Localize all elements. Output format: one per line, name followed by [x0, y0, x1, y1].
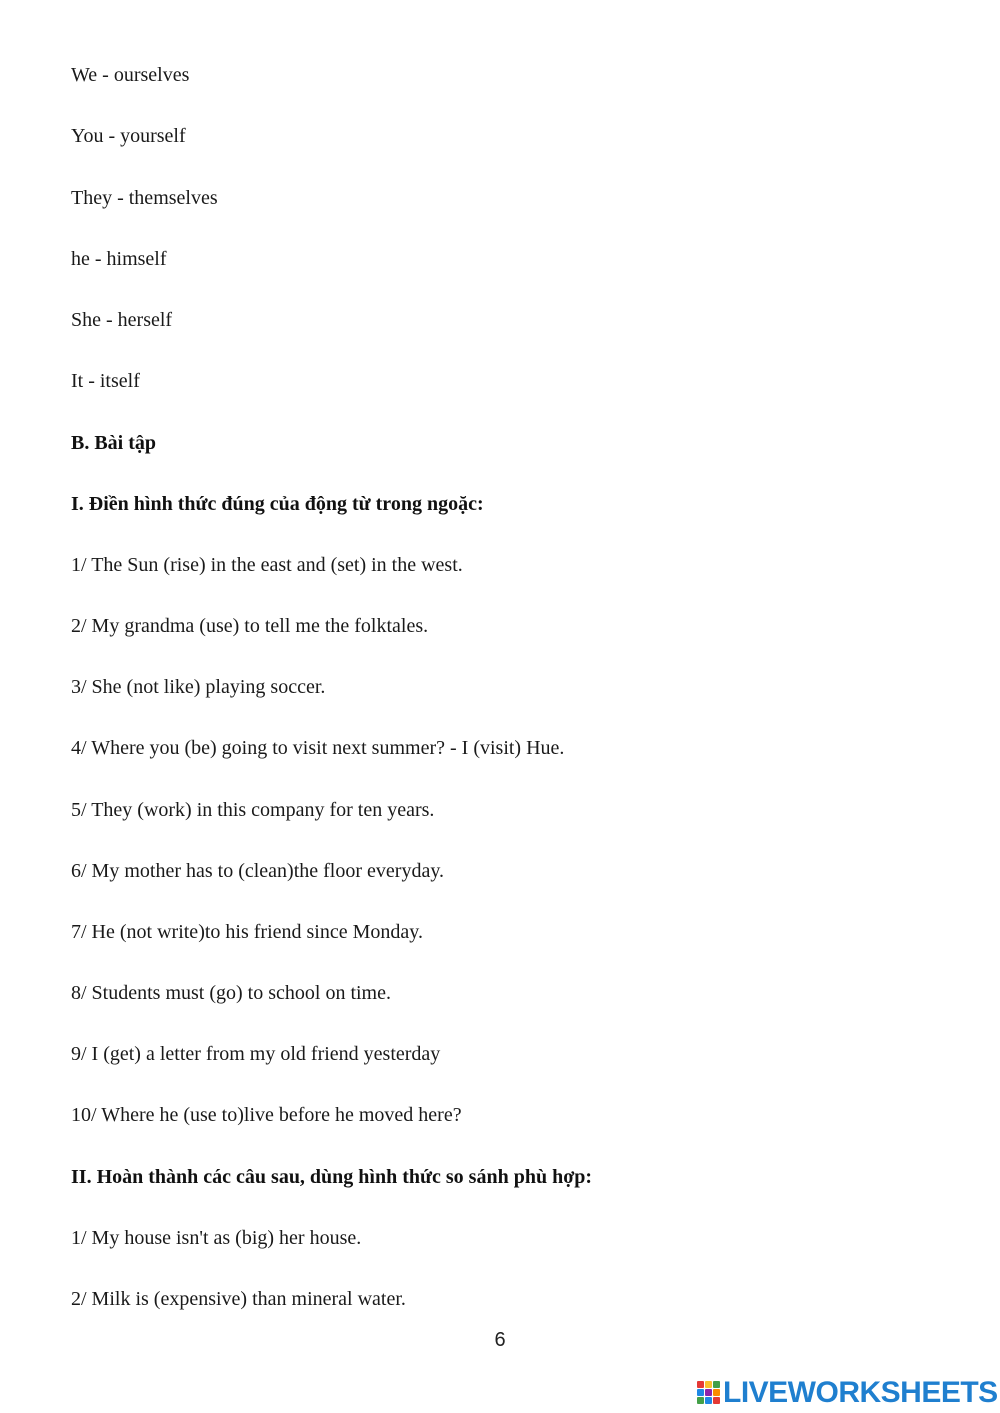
exercise-item: 10/ Where he (use to)live before he moved here? — [71, 1104, 462, 1126]
exercise-heading: I. Điền hình thức đúng của động từ trong ngoặc: — [71, 493, 484, 515]
exercise-item: 1/ The Sun (rise) in the east and (set) in the west. — [71, 554, 463, 576]
exercise-item: 7/ He (not write)to his friend since Monday. — [71, 921, 423, 943]
logo-block — [705, 1381, 712, 1388]
page-number: 6 — [494, 1329, 506, 1351]
logo-block — [705, 1397, 712, 1404]
exercise-item: 1/ My house isn't as (big) her house. — [71, 1227, 362, 1249]
exercise-item: 5/ They (work) in this company for ten years. — [71, 799, 435, 821]
logo-block — [713, 1389, 720, 1396]
pronoun-line: You - yourself — [71, 125, 186, 147]
exercise-item: 4/ Where you (be) going to visit next summer? - I (visit) Hue. — [71, 737, 565, 759]
exercise-item: 9/ I (get) a letter from my old friend yesterday — [71, 1043, 441, 1065]
exercise-item: 6/ My mother has to (clean)the floor everyday. — [71, 860, 445, 882]
liveworksheets-brand[interactable] — [697, 1376, 998, 1410]
section-heading: B. Bài tập — [71, 432, 157, 454]
pronoun-line: he - himself — [71, 248, 167, 270]
logo-block — [697, 1389, 704, 1396]
exercise-item: 3/ She (not like) playing soccer. — [71, 676, 326, 698]
logo-block — [697, 1397, 704, 1404]
pronoun-line: We - ourselves — [71, 64, 190, 86]
exercise-heading: II. Hoàn thành các câu sau, dùng hình thức so sánh phù hợp: — [71, 1166, 593, 1188]
logo-block — [697, 1381, 704, 1388]
logo-block — [705, 1389, 712, 1396]
liveworksheets-logo-icon — [697, 1379, 721, 1407]
logo-block — [713, 1381, 720, 1388]
pronoun-line: She - herself — [71, 309, 173, 331]
pronoun-line: It - itself — [71, 370, 140, 392]
pronoun-line: They - themselves — [71, 187, 218, 209]
exercise-item: 8/ Students must (go) to school on time. — [71, 982, 391, 1004]
exercise-item: 2/ Milk is (expensive) than mineral water. — [71, 1288, 406, 1310]
logo-block — [713, 1397, 720, 1404]
brand-name: LIVEWORKSHEETS — [723, 1376, 998, 1409]
exercise-item: 2/ My grandma (use) to tell me the folktales. — [71, 615, 429, 637]
